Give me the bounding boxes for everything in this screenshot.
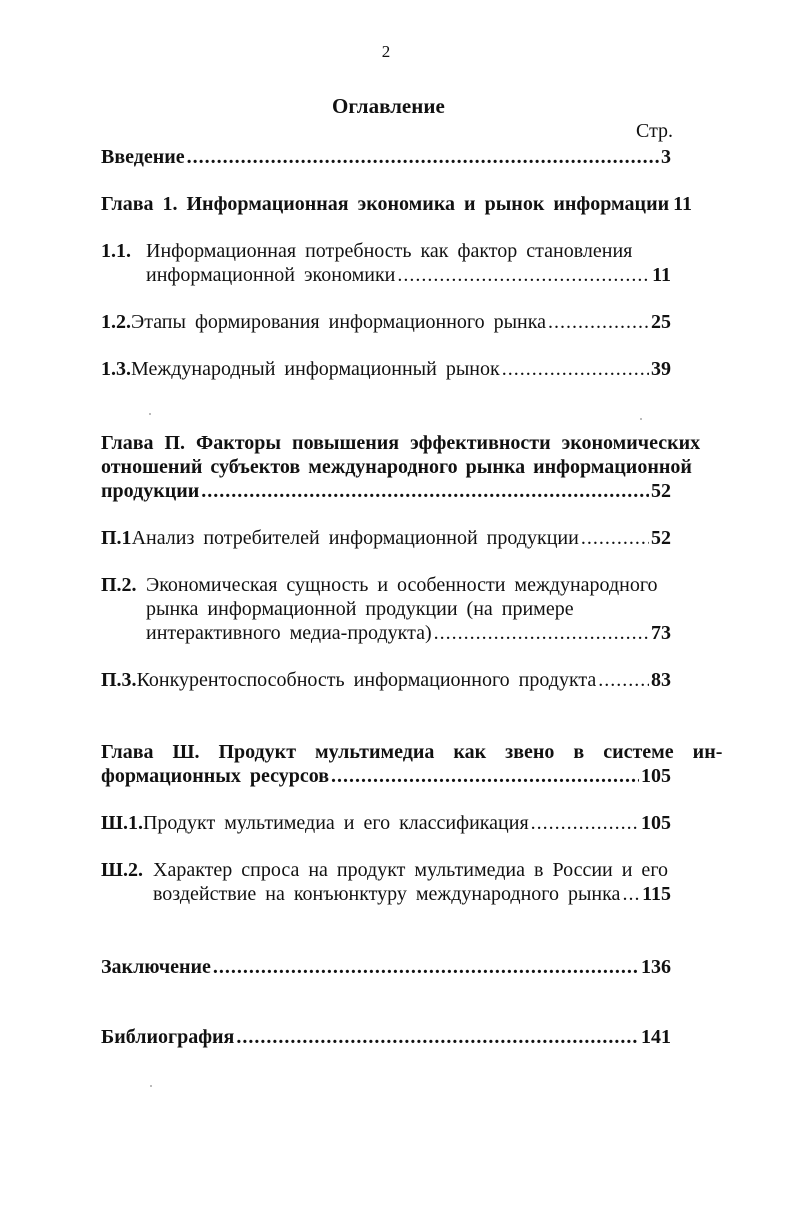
chapter-heading-line: продукции bbox=[101, 480, 200, 502]
section-text: Продукт мультимедиа и его классификация bbox=[142, 812, 529, 834]
section-line-2: информационной экономики bbox=[146, 264, 396, 286]
toc-chapter-2 bbox=[101, 481, 671, 501]
section-number: Ш.1. bbox=[101, 812, 143, 834]
chapter-3-line-1 bbox=[101, 741, 723, 763]
toc-entry-page: 136 bbox=[641, 956, 671, 978]
section-page: 83 bbox=[651, 669, 671, 691]
leader-dots bbox=[598, 670, 649, 690]
section-text: Этапы формирования информационного рынка bbox=[131, 311, 547, 333]
leader-dots bbox=[434, 623, 649, 643]
toc-title: Оглавление bbox=[332, 94, 445, 118]
leader-dots bbox=[397, 265, 650, 285]
scan-speck bbox=[149, 413, 151, 415]
section-number: П.1 bbox=[101, 527, 132, 549]
toc-section-1-3 bbox=[101, 359, 671, 379]
section-page: 52 bbox=[651, 527, 671, 549]
section-number: 1.2. bbox=[101, 311, 131, 333]
chapter-heading-line: Глава Ш. Продукт мультимедиа как звено в системе ин- bbox=[101, 741, 723, 763]
section-line-1: Характер спроса на продукт мультимедиа в России и его bbox=[153, 859, 669, 881]
toc-entry-page: 141 bbox=[641, 1026, 671, 1048]
leader-dots bbox=[201, 481, 649, 501]
section-text: Конкурентоспособность информационного продукта bbox=[136, 669, 597, 691]
section-line-3: интерактивного медиа-продукта) bbox=[146, 622, 432, 644]
section-number: 1.1. bbox=[101, 240, 131, 262]
leader-dots bbox=[331, 766, 639, 786]
section-line-2: воздействие на конъюнктуру международного рынка bbox=[153, 883, 621, 905]
toc-section-1-2 bbox=[101, 312, 671, 332]
scan-speck bbox=[150, 1085, 152, 1087]
section-number: П.2. bbox=[101, 574, 137, 596]
section-line-1: Информационная потребность как фактор становления bbox=[146, 240, 633, 262]
chapter-page: 52 bbox=[651, 480, 671, 502]
chapter-heading-line: отношений субъектов международного рынка информационной bbox=[101, 456, 692, 478]
scan-speck bbox=[640, 418, 642, 420]
chapter-page: 105 bbox=[641, 765, 671, 787]
section-page: 39 bbox=[651, 358, 671, 380]
toc-entry-intro bbox=[101, 147, 671, 167]
chapter-heading-line: Глава П. Факторы повышения эффективности экономических bbox=[101, 432, 701, 454]
chapter-heading: Глава 1. Информационная экономика и рынок информации bbox=[101, 193, 670, 215]
section-number: 1.3. bbox=[101, 358, 131, 380]
chapter-page: 11 bbox=[673, 193, 693, 215]
toc-chapter-3 bbox=[101, 766, 671, 786]
toc-section-1-1 bbox=[146, 265, 671, 285]
section-page: 11 bbox=[652, 264, 671, 286]
toc-section-2-3 bbox=[101, 670, 671, 690]
section-line-2: рынка информационной продукции (на примере bbox=[146, 598, 574, 620]
page-number: 2 bbox=[381, 42, 391, 61]
section-page: 105 bbox=[641, 812, 671, 834]
toc-entry-bibliography bbox=[101, 1027, 671, 1047]
toc-chapter-1 bbox=[101, 193, 693, 215]
section-text: Международный информационный рынок bbox=[131, 358, 500, 380]
leader-dots bbox=[213, 957, 639, 977]
toc-entry-conclusion bbox=[101, 957, 671, 977]
toc-section-3-2 bbox=[153, 884, 671, 904]
leader-dots bbox=[622, 884, 640, 904]
toc-section-3-1 bbox=[101, 813, 671, 833]
toc-section-2-2 bbox=[146, 623, 671, 643]
leader-dots bbox=[581, 528, 649, 548]
toc-section-2-1 bbox=[101, 528, 671, 548]
toc-entry-label: Введение bbox=[101, 146, 185, 168]
leader-dots bbox=[531, 813, 639, 833]
chapter-2-line-2 bbox=[101, 456, 692, 478]
section-line-1: Экономическая сущность и особенности международного bbox=[146, 574, 658, 596]
section-page: 73 bbox=[651, 622, 671, 644]
section-text: Анализ потребителей информационной продукции bbox=[131, 527, 579, 549]
section-page: 25 bbox=[651, 311, 671, 333]
leader-dots bbox=[187, 147, 659, 167]
chapter-2-line-1 bbox=[101, 432, 701, 454]
leader-dots bbox=[502, 359, 649, 379]
page-column-label: Стр. bbox=[636, 120, 674, 142]
section-page: 115 bbox=[642, 883, 671, 905]
chapter-heading-line: формационных ресурсов bbox=[101, 765, 330, 787]
toc-entry-page: 3 bbox=[661, 146, 671, 168]
section-number: Ш.2. bbox=[101, 859, 143, 881]
toc-entry-label: Заключение bbox=[101, 956, 211, 978]
leader-dots bbox=[236, 1027, 639, 1047]
leader-dots bbox=[548, 312, 649, 332]
toc-entry-label: Библиография bbox=[101, 1026, 235, 1048]
section-number: П.3. bbox=[101, 669, 137, 691]
